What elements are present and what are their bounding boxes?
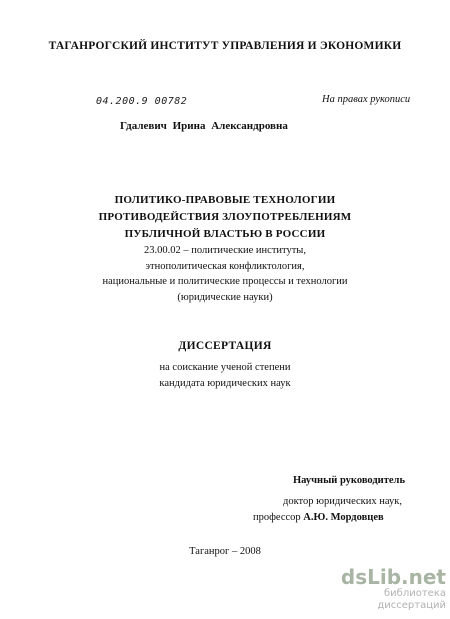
supervisor-degree: доктор юридических наук, (283, 496, 402, 507)
degree-block (0, 360, 450, 391)
watermark (318, 566, 446, 612)
watermark-logo: dsLib.net (340, 565, 446, 589)
city-year: Таганрог – 2008 (189, 546, 261, 557)
manuscript-rights: На правах рукописи (322, 94, 411, 105)
title-line: ПОЛИТИКО-ПРАВОВЫЕ ТЕХНОЛОГИИ (114, 194, 336, 206)
dissertation-title (0, 192, 450, 243)
supervisor-name: А.Ю. Мордовцев (303, 512, 384, 523)
supervisor-label: Научный руководитель (293, 475, 405, 486)
specialty-line: 23.00.02 – политические институты, (144, 245, 306, 256)
archive-stamp: 04.200.9 00782 (96, 96, 188, 107)
title-line: ПУБЛИЧНОЙ ВЛАСТЬЮ В РОССИИ (124, 228, 326, 240)
degree-line: кандидата юридических наук (159, 377, 291, 389)
supervisor-line (253, 512, 384, 523)
supervisor-title: профессор (253, 512, 301, 523)
institute-name: ТАГАНРОГСКИЙ ИНСТИТУТ УПРАВЛЕНИЯ И ЭКОНОМИКИ (48, 40, 402, 52)
work-type: ДИССЕРТАЦИЯ (178, 340, 272, 352)
degree-line: на соискание ученой степени (159, 362, 291, 373)
specialty-line: (юридические науки) (177, 291, 273, 303)
author-name: Гдалевич Ирина Александровна (120, 120, 288, 132)
watermark-subtitle: библиотека диссертаций (377, 588, 446, 611)
specialty-block (0, 243, 450, 305)
title-line: ПРОТИВОДЕЙСТВИЯ ЗЛОУПОТРЕБЛЕНИЯМ (98, 211, 352, 223)
specialty-line: этнополитическая конфликтология, (145, 260, 305, 272)
specialty-line: национальные и политические процессы и технологии (102, 276, 348, 287)
